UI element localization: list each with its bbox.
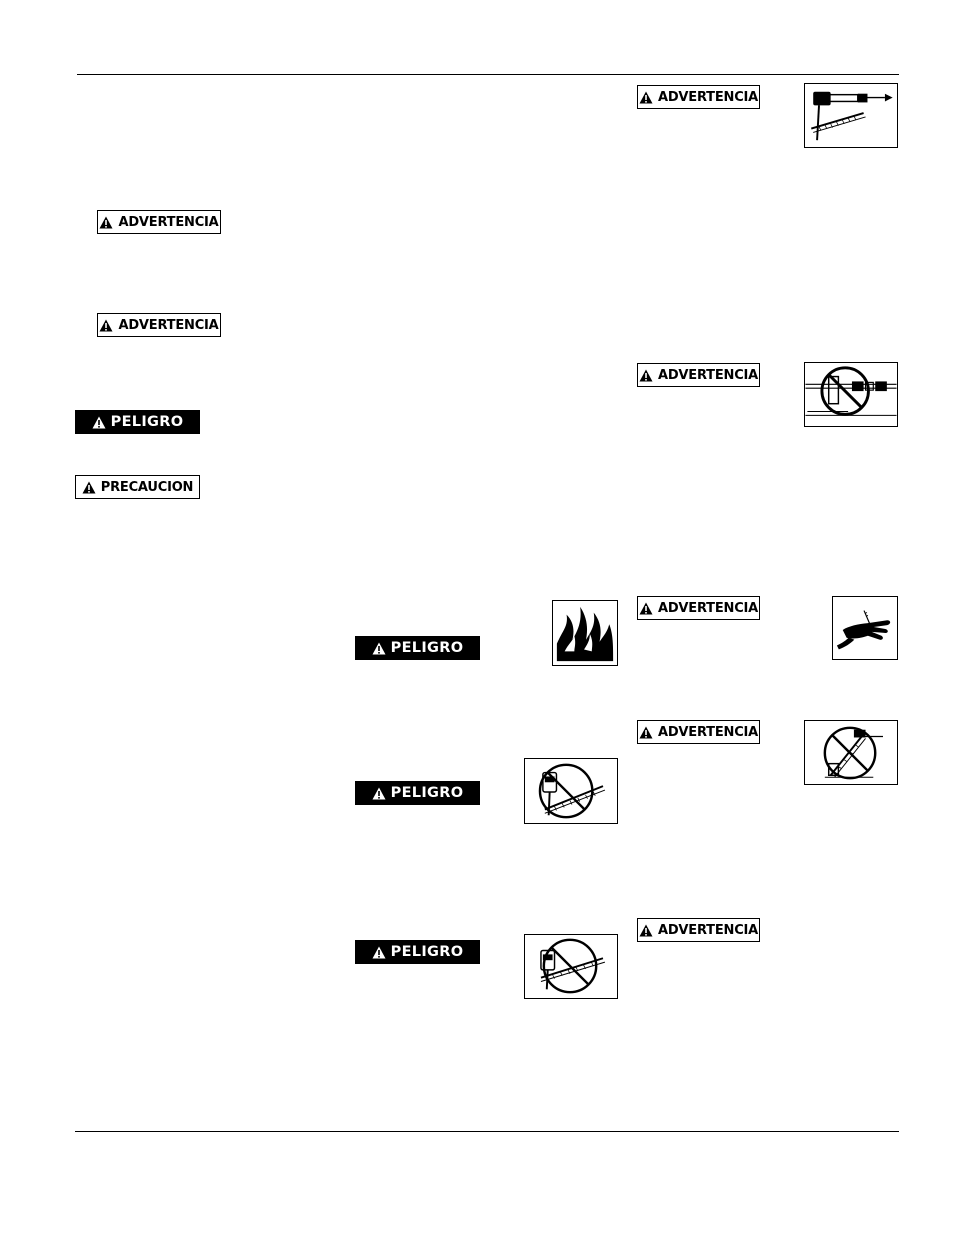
precaucion-text: PRECAUCION <box>100 479 194 495</box>
warning-triangle-icon <box>92 416 106 429</box>
peligro-label <box>355 636 480 660</box>
advertencia-label <box>637 720 760 744</box>
advertencia-label <box>637 363 760 387</box>
warning-triangle-icon <box>99 216 113 229</box>
no-nailer-trigger-icon <box>524 758 618 824</box>
warning-triangle-icon <box>372 642 386 655</box>
peligro-label <box>355 940 480 964</box>
peligro-text: PELIGRO <box>390 944 464 960</box>
advertencia-text: ADVERTENCIA <box>118 317 219 333</box>
footer-rule <box>75 1131 899 1132</box>
warning-triangle-icon <box>639 924 653 937</box>
warning-triangle-icon <box>639 369 653 382</box>
precaucion-label <box>75 475 200 499</box>
peligro-text: PELIGRO <box>390 785 464 801</box>
warning-triangle-icon <box>372 946 386 959</box>
hand-puncture-icon <box>832 596 898 660</box>
warning-triangle-icon <box>639 726 653 739</box>
advertencia-text: ADVERTENCIA <box>657 600 759 616</box>
peligro-label <box>75 410 200 434</box>
advertencia-text: ADVERTENCIA <box>657 89 759 105</box>
warning-triangle-icon <box>639 91 653 104</box>
advertencia-text: ADVERTENCIA <box>657 922 759 938</box>
advertencia-label <box>637 596 760 620</box>
no-nailer-angled-icon <box>804 720 898 785</box>
nailer-pull-air-fitting-icon <box>804 83 898 148</box>
peligro-text: PELIGRO <box>390 640 464 656</box>
advertencia-label <box>97 313 221 337</box>
advertencia-text: ADVERTENCIA <box>657 724 759 740</box>
advertencia-label <box>97 210 221 234</box>
header-rule <box>77 74 899 75</box>
advertencia-label <box>637 918 760 942</box>
warning-triangle-icon <box>82 481 96 494</box>
warning-triangle-icon <box>372 787 386 800</box>
warning-triangle-icon <box>99 319 113 332</box>
no-quick-coupler-icon <box>804 362 898 427</box>
advertencia-text: ADVERTENCIA <box>657 367 759 383</box>
warning-triangle-icon <box>639 602 653 615</box>
flames-icon <box>552 600 618 666</box>
advertencia-text: ADVERTENCIA <box>118 214 219 230</box>
peligro-text: PELIGRO <box>110 414 184 430</box>
no-nailer-climb-icon <box>524 934 618 999</box>
advertencia-label <box>637 85 760 109</box>
peligro-label <box>355 781 480 805</box>
